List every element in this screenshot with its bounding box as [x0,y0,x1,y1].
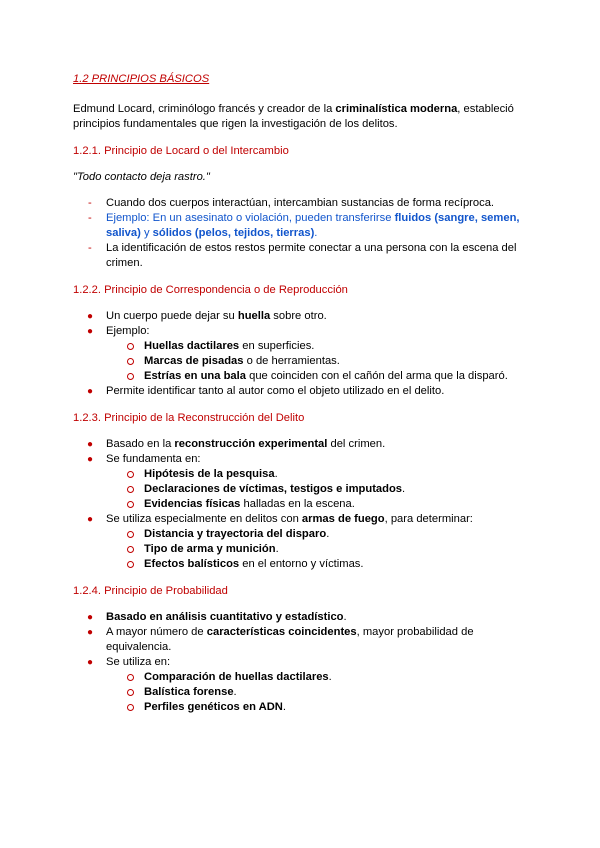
circle-marker [127,561,134,568]
list-item [73,211,533,241]
reconstruction-list [73,437,533,572]
list-item-text: Basado en la [106,438,175,450]
list-item-text: Se fundamenta en: [106,453,201,465]
list-item-text: del crimen. [327,438,386,450]
sub-list [106,527,533,572]
sub-list [106,670,533,715]
subsection-heading-1: 1.2.1. Principio de Locard o del Intercambio [73,145,289,157]
sub-item-text: en el entorno y víctimas. [239,558,364,570]
list-item [73,324,533,384]
sub-item-text: . [326,528,330,540]
sub-list-item [106,700,533,715]
list-item-bold: reconstrucción experimental [174,438,328,450]
intro-paragraph [73,102,533,132]
sub-item-bold: Balística forense [144,686,234,698]
sub-list-item [106,482,533,497]
sub-item-bold: Tipo de arma y munición [144,543,276,555]
sub-list-item [106,354,533,369]
list-item-text: La identificación de estos restos permite conectar a una persona con la escena del crimen. [106,242,517,269]
sub-list [106,339,533,384]
list-item-bold: sólidos (pelos, tejidos, tierras) [152,227,315,239]
list-item-text: , mayor probabilidad de equivalencia. [106,626,474,653]
list-item-text: y [140,227,153,239]
sub-item-bold: Comparación de huellas dactilares [144,671,329,683]
list-item-text: Permite identificar tanto al autor como el objeto utilizado en el delito. [106,385,445,397]
list-item [73,610,533,625]
sub-list [106,467,533,512]
bullet-marker: ● [87,439,94,450]
sub-item-text: halladas en la escena. [240,498,355,510]
list-item-bold: características coincidentes [206,626,357,638]
sub-list-item [106,339,533,354]
list-item-text: Cuando dos cuerpos interactúan, intercambian sustancias de forma recíproca. [106,197,495,209]
list-item-bold: fluidos (sangre, semen, saliva) [106,212,520,239]
list-item [73,309,533,324]
sub-list-item [106,542,533,557]
list-item-text: Se utiliza especialmente en delitos con [106,513,302,525]
list-item [73,655,533,715]
sub-item-bold: Efectos balísticos [144,558,240,570]
bullet-marker: ● [87,612,94,623]
list-item [73,384,533,399]
circle-marker [127,343,134,350]
list-item [73,625,533,655]
sub-list-item [106,527,533,542]
sub-item-text: . [274,468,278,480]
sub-item-bold: Distancia y trayectoria del disparo [144,528,327,540]
sub-item-text: o de herramientas. [243,355,340,367]
sub-item-bold: Estrías en una bala [144,370,246,382]
sub-item-text: . [233,686,237,698]
intro-text: Edmund Locard, criminólogo francés y creador de la [73,103,336,115]
subsection-heading-3: 1.2.3. Principio de la Reconstrucción del Delito [73,412,305,424]
bullet-marker: ● [87,657,94,668]
intro-text-end: , estableció principios fundamentales que rigen la investigación de los delitos. [73,103,514,130]
subsection-heading-2: 1.2.2. Principio de Correspondencia o de Reproducción [73,284,348,296]
sub-item-bold: Huellas dactilares [144,340,240,352]
circle-marker [127,486,134,493]
list-item-text: , para determinar: [384,513,473,525]
locard-quote: "Todo contacto deja rastro." [73,171,210,183]
section-title: 1.2 PRINCIPIOS BÁSICOS [73,73,210,85]
circle-marker [127,704,134,711]
circle-marker [127,358,134,365]
sub-item-text: . [328,671,332,683]
sub-item-bold: Evidencias físicas [144,498,241,510]
bullet-marker: ● [87,311,94,322]
sub-list-item [106,497,533,512]
sub-item-text: . [402,483,406,495]
list-item [73,512,533,572]
sub-list-item [106,467,533,482]
sub-list-item [106,557,533,572]
bullet-marker: ● [87,514,94,525]
list-item-bold: Basado en análisis cuantitativo y estadístico [106,611,344,623]
subsection-heading-4: 1.2.4. Principio de Probabilidad [73,585,228,597]
sub-list-item [106,670,533,685]
sub-item-text: en superficies. [239,340,315,352]
intro-bold: criminalística moderna [335,103,458,115]
bullet-marker: ● [87,627,94,638]
list-item-text: Ejemplo: En un asesinato o violación, pueden transferirse [106,212,395,224]
sub-item-text: . [275,543,279,555]
dash-marker: - [88,242,92,254]
list-item [73,437,533,452]
circle-marker [127,531,134,538]
list-item [73,196,533,211]
list-item-text: . [343,611,347,623]
bullet-marker: ● [87,386,94,397]
sub-item-bold: Declaraciones de víctimas, testigos e imputados [144,483,403,495]
circle-marker [127,501,134,508]
sub-item-bold: Marcas de pisadas [144,355,244,367]
dash-marker: - [88,197,92,209]
list-item-text: . [314,227,318,239]
list-item [73,452,533,512]
sub-item-text: que coinciden con el cañón del arma que la disparó. [245,370,508,382]
list-item-text: Un cuerpo puede dejar su [106,310,238,322]
list-item-text: Se utiliza en: [106,656,171,668]
correspondence-list [73,309,533,399]
list-item-bold: armas de fuego [301,513,385,525]
sub-item-bold: Hipótesis de la pesquisa [144,468,275,480]
circle-marker [127,373,134,380]
sub-list-item [106,369,533,384]
sub-item-bold: Perfiles genéticos en ADN [144,701,283,713]
probability-list [73,610,533,715]
list-item-bold: huella [237,310,271,322]
sub-item-text: . [282,701,286,713]
document-page [73,72,533,727]
list-item-text: Ejemplo: [106,325,150,337]
list-item [73,241,533,271]
dash-marker: - [88,212,92,224]
locard-list [73,196,533,271]
circle-marker [127,689,134,696]
bullet-marker: ● [87,326,94,337]
bullet-marker: ● [87,454,94,465]
circle-marker [127,674,134,681]
list-item-text: sobre otro. [270,310,327,322]
circle-marker [127,546,134,553]
list-item-text: A mayor número de [106,626,207,638]
sub-list-item [106,685,533,700]
circle-marker [127,471,134,478]
